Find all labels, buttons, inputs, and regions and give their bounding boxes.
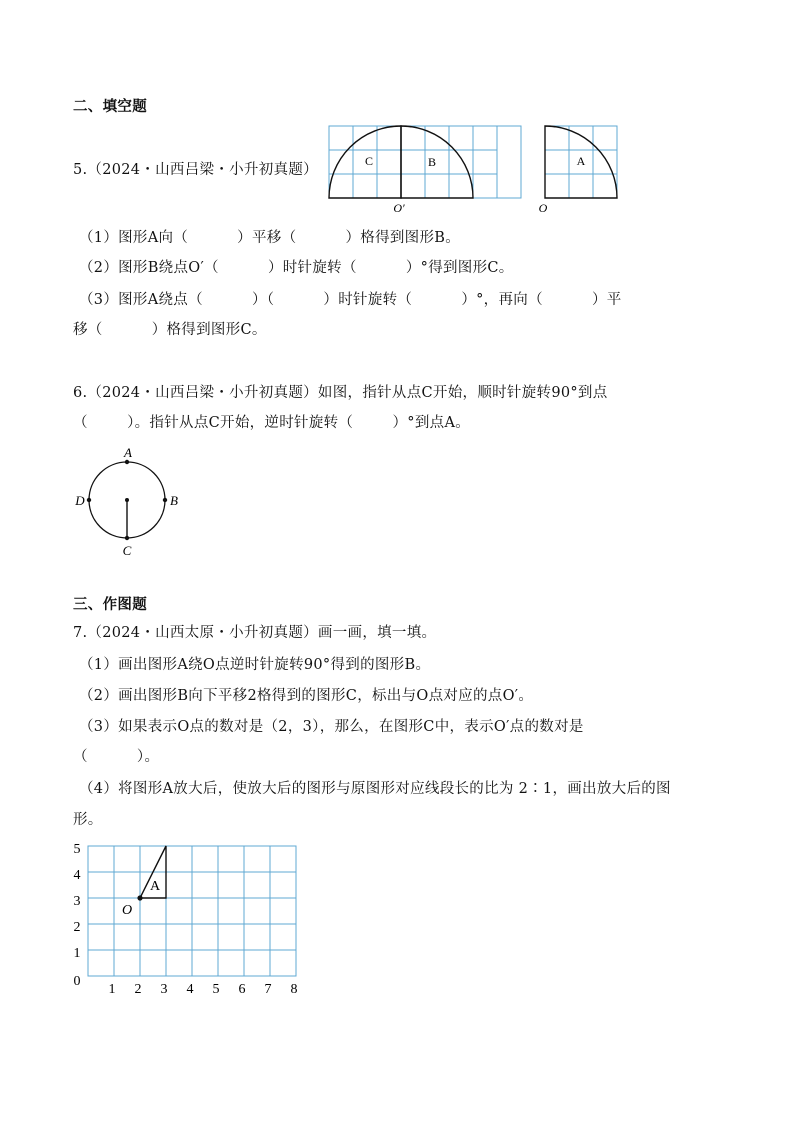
question-7-part-2: （2）画出图形B向下平移2格得到的图形C，标出与O点对应的点O′。 <box>79 688 534 704</box>
y-tick-3: 3 <box>73 894 81 909</box>
question-5-part-1: （1）图形A向（ ）平移（ ）格得到图形B。 <box>79 230 461 246</box>
y-tick-0: 0 <box>73 974 81 989</box>
label-d: D <box>75 493 85 508</box>
y-tick-1: 1 <box>73 946 81 961</box>
grid-middle <box>497 126 521 198</box>
question-7-part-1: （1）画出图形A绕O点逆时针旋转90°得到的图形B。 <box>79 657 431 673</box>
section-heading-drawing: 三、作图题 <box>73 596 147 613</box>
question-7-part-3-line-2: （ ）。 <box>73 749 160 765</box>
x-tick-6: 6 <box>238 982 246 997</box>
shape-b-quarter-circle <box>401 126 473 198</box>
x-tick-7: 7 <box>264 982 272 997</box>
x-tick-2: 2 <box>134 982 142 997</box>
x-tick-5: 5 <box>212 982 220 997</box>
x-tick-8: 8 <box>290 982 298 997</box>
x-tick-4: 4 <box>186 982 194 997</box>
label-c: C <box>364 154 374 168</box>
point-o <box>137 895 142 900</box>
label-c: C <box>122 543 132 558</box>
label-b: B <box>427 155 437 169</box>
question-5-part-3-line-2: 移（ ）格得到图形C。 <box>73 322 267 338</box>
label-a: A <box>576 154 586 168</box>
y-tick-5: 5 <box>73 842 81 857</box>
question-6-line-1: 6.（2024・山西吕梁・小升初真题）如图，指针从点C开始，顺时针旋转90°到点 <box>73 385 608 401</box>
question-7-coordinate-grid <box>68 838 308 998</box>
x-tick-1: 1 <box>108 982 116 997</box>
y-tick-4: 4 <box>73 868 81 883</box>
question-7-stem: 7.（2024・山西太原・小升初真题）画一画，填一填。 <box>73 625 437 641</box>
grid-lines <box>88 846 296 976</box>
x-tick-3: 3 <box>160 982 168 997</box>
label-b: B <box>170 493 178 508</box>
shape-a-label: A <box>149 879 161 894</box>
label-o-prime: O′ <box>393 201 405 215</box>
question-7-part-4-line-1: （4）将图形A放大后，使放大后的图形与原图形对应线段长的比为 2∶1，画出放大后的图 <box>79 781 671 797</box>
point-a <box>125 460 129 464</box>
section-heading-fill-blank: 二、填空题 <box>73 98 147 115</box>
point-b <box>163 498 167 502</box>
label-o: O <box>538 201 548 215</box>
question-7-part-4-line-2: 形。 <box>73 812 103 828</box>
question-7-part-3-line-1: （3）如果表示O点的数对是（2，3），那么，在图形C中，表示O′点的数对是 <box>79 719 584 735</box>
question-5-part-2: （2）图形B绕点O′（ ）时针旋转（ ）°得到图形C。 <box>79 260 514 276</box>
question-6-clock-figure <box>70 443 190 561</box>
point-o-label: O <box>121 903 133 918</box>
question-6-line-2: （ ）。指针从点C开始，逆时针旋转（ ）°到点A。 <box>73 415 471 431</box>
question-5-figure <box>328 125 620 217</box>
question-5-part-3-line-1: （3）图形A绕点（ ）（ ）时针旋转（ ）°，再向（ ）平 <box>79 292 622 308</box>
point-d <box>87 498 91 502</box>
label-a: A <box>124 445 132 460</box>
y-tick-2: 2 <box>73 920 81 935</box>
question-5-stem: 5.（2024・山西吕梁・小升初真题） <box>73 162 318 178</box>
